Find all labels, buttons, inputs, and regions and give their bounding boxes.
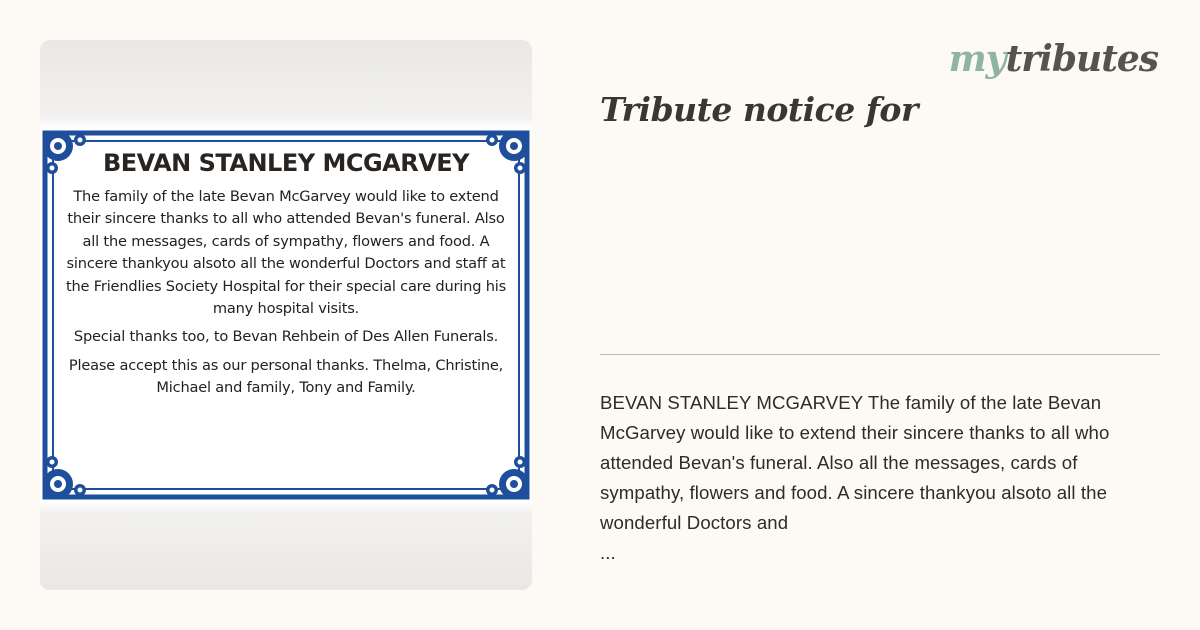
notice-body: [62, 148, 510, 406]
notice-excerpt: [600, 388, 1160, 568]
mytributes-logo[interactable]: [949, 38, 1158, 80]
page-title: Tribute notice for: [600, 90, 918, 129]
excerpt-ellipsis: ...: [600, 542, 616, 563]
logo-prefix: my: [948, 38, 1006, 80]
notice-paragraph-special-thanks: Special thanks too, to Bevan Rehbein of Des Allen Funerals.: [73, 328, 499, 346]
notice-paragraph-thanks: The family of the late Bevan McGarvey would like to extend their sincere thanks to all who attended Bevan's funeral. Also all the messages, cards of sympathy, flowers and food. A sincere thankyou alsoto all the wonderful Doctors and staff at the Friendlies Society Hospital for their special care during his many hospital visits.: [65, 188, 507, 318]
excerpt-text: BEVAN STANLEY MCGARVEY The family of the late Bevan McGarvey would like to extend their sincere thanks to all who attended Bevan's funeral. Also all the messages, cards of sympathy, flowers and food. A sincere thankyou alsoto all the wonderful Doctors and: [600, 392, 1110, 533]
notice-paragraph-signoff: Please accept this as our personal thanks. Thelma, Christine, Michael and family, Tony and Family.: [68, 356, 504, 397]
logo-name: tributes: [1005, 38, 1158, 80]
notice-title: BEVAN STANLEY MCGARVEY: [102, 149, 470, 177]
notice-image: [40, 40, 532, 590]
tribute-notice-card: [40, 128, 532, 502]
divider: [600, 354, 1160, 355]
